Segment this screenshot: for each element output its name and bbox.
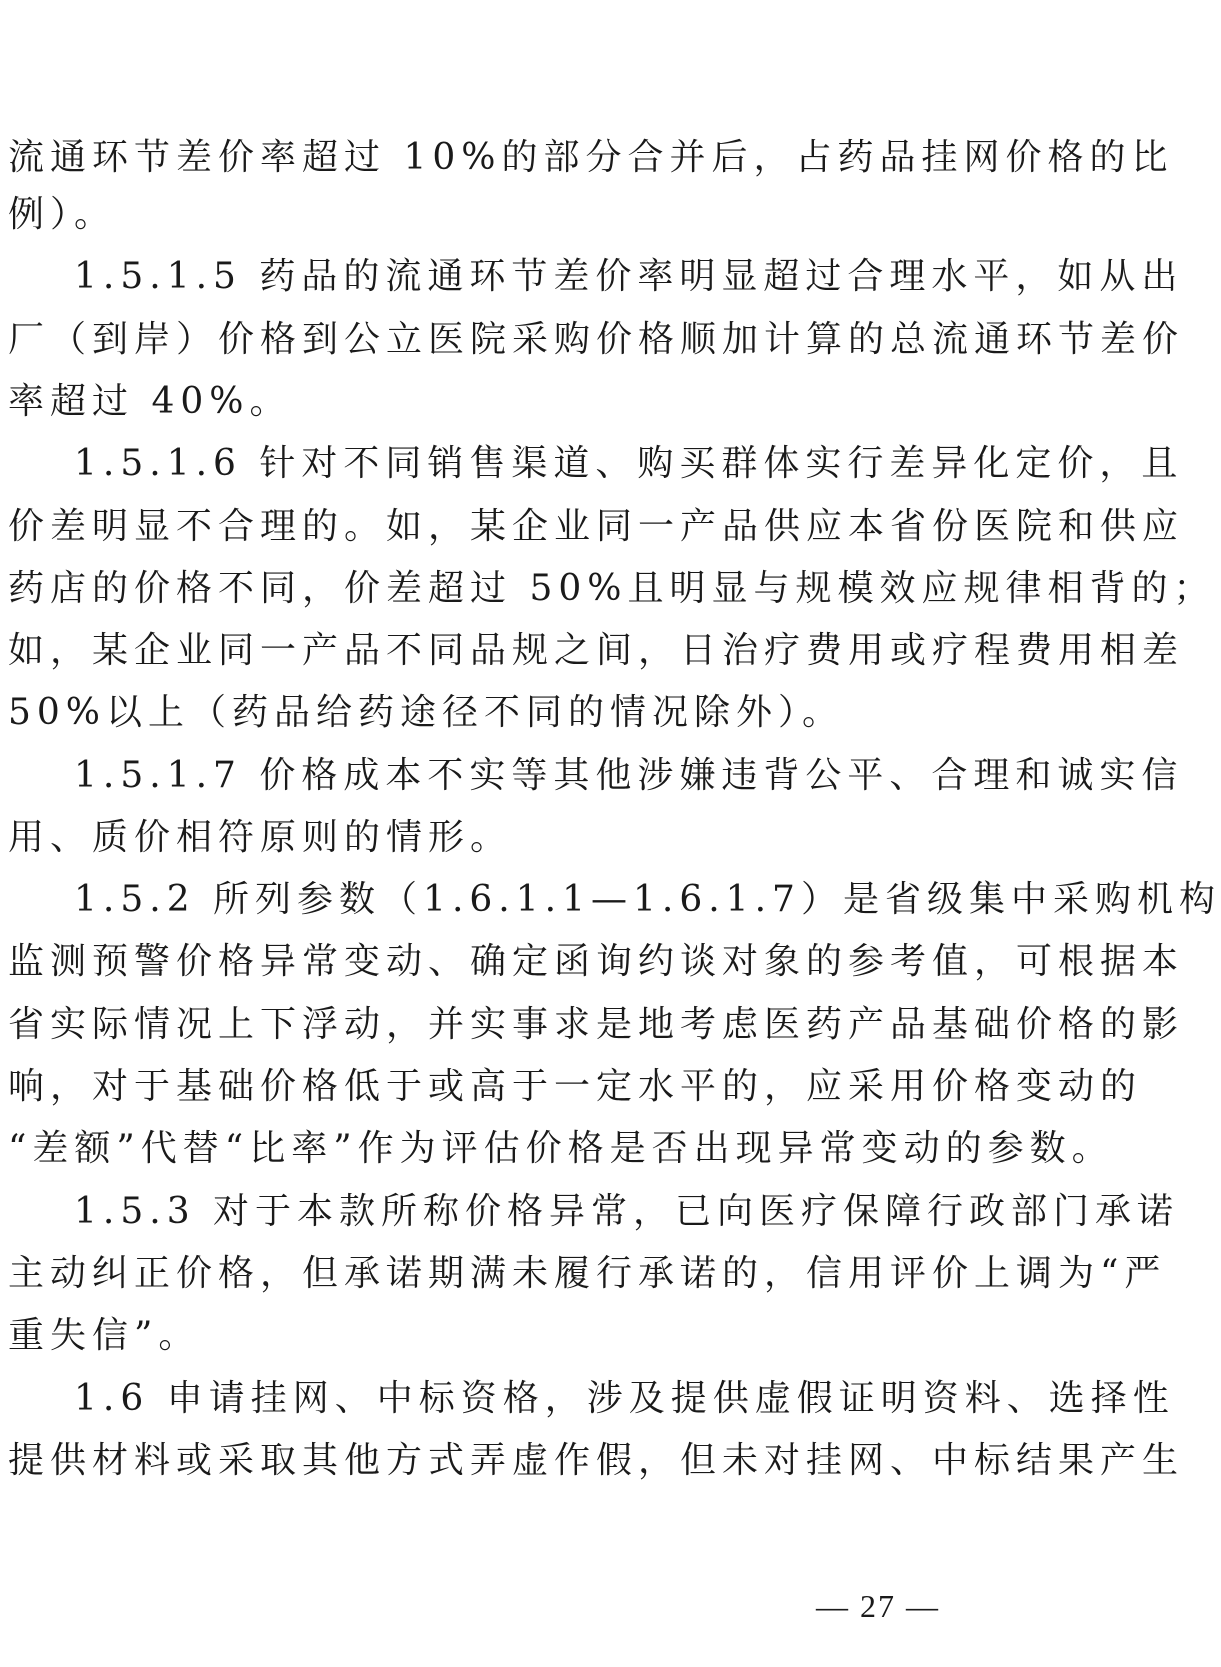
- text-line: 用、质价相符原则的情形。: [8, 817, 513, 858]
- paragraph-1-6: 1.6 申请挂网、中标资格，涉及提供虚假证明资料、选择性: [74, 1378, 1175, 1419]
- paragraph-1-5-2: 1.5.2 所列参数（1.6.1.1—1.6.1.7）是省级集中采购机构: [74, 879, 1221, 920]
- text-line: 监测预警价格异常变动、确定函询约谈对象的参考值，可根据本: [8, 941, 1185, 982]
- text-line: 药店的价格不同，价差超过 50%且明显与规模效应规律相背的；: [8, 568, 1216, 609]
- paragraph-1-5-3: 1.5.3 对于本款所称价格异常，已向医疗保障行政部门承诺: [74, 1191, 1180, 1232]
- text-line: 提供材料或采取其他方式弄虚作假，但未对挂网、中标结果产生: [8, 1440, 1185, 1481]
- text-line: 重失信”。: [8, 1315, 201, 1356]
- paragraph-1-5-1-7: 1.5.1.7 价格成本不实等其他涉嫌违背公平、合理和诚实信: [74, 755, 1184, 796]
- text-line: 主动纠正价格，但承诺期满未履行承诺的，信用评价上调为“严: [8, 1253, 1167, 1294]
- text-line: 如，某企业同一产品不同品规之间，日治疗费用或疗程费用相差: [8, 630, 1185, 671]
- text-line: “差额”代替“比率”作为评估价格是否出现异常变动的参数。: [8, 1128, 1114, 1169]
- text-line: 例）。: [8, 194, 117, 235]
- paragraph-1-5-1-5: 1.5.1.5 药品的流通环节差价率明显超过合理水平，如从出: [74, 256, 1184, 297]
- paragraph-1-5-1-6: 1.5.1.6 针对不同销售渠道、购买群体实行差异化定价，且: [74, 443, 1184, 484]
- text-line: 流通环节差价率超过 10%的部分合并后，占药品挂网价格的比: [8, 137, 1174, 178]
- text-line: 省实际情况上下浮动，并实事求是地考虑医药产品基础价格的影: [8, 1004, 1185, 1045]
- text-line: 响，对于基础价格低于或高于一定水平的，应采用价格变动的: [8, 1066, 1143, 1107]
- text-line: 50%以上（药品给药途径不同的情况除外）。: [8, 692, 845, 733]
- text-line: 率超过 40%。: [8, 381, 292, 422]
- text-line: 厂（到岸）价格到公立医院采购价格顺加计算的总流通环节差价: [8, 319, 1185, 360]
- page-number: — 27 —: [816, 1588, 940, 1624]
- text-line: 价差明显不合理的。如，某企业同一产品供应本省份医院和供应: [8, 506, 1185, 547]
